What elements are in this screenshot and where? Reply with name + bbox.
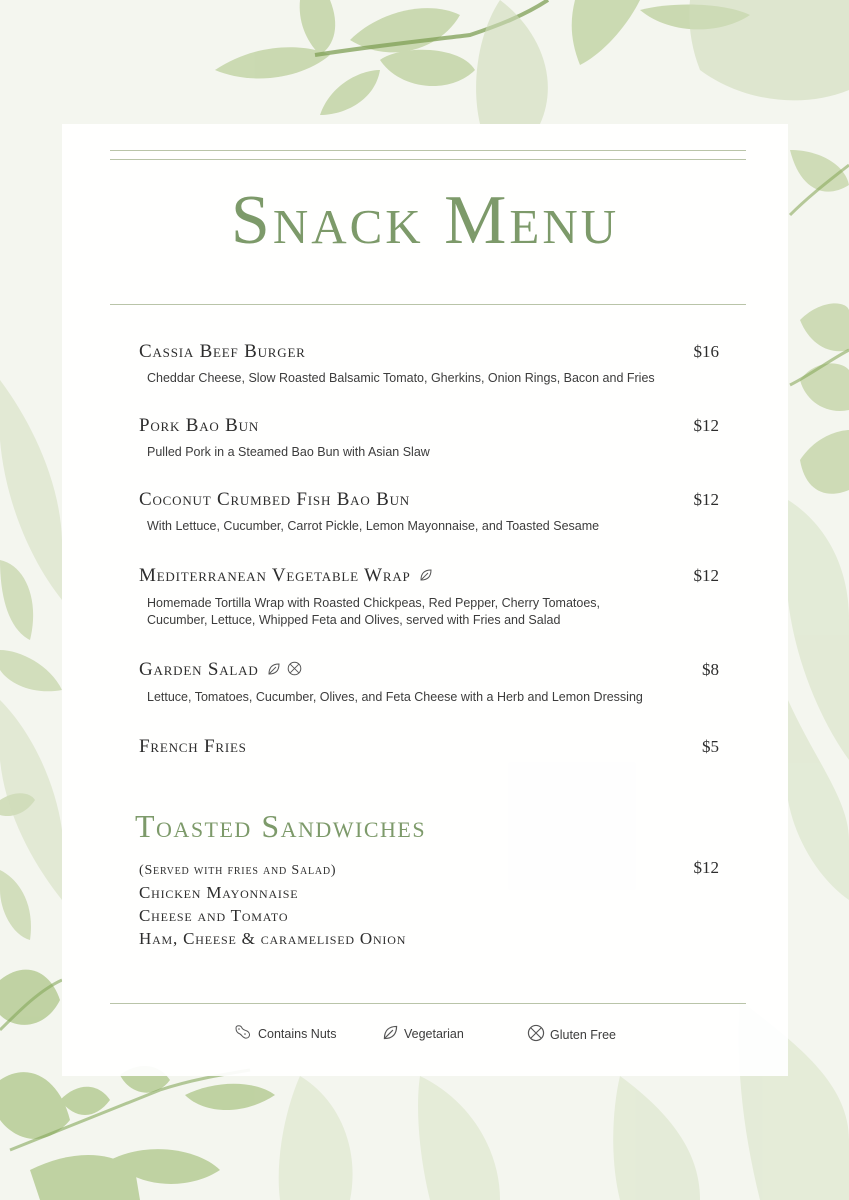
sandwich-item: Ham, Cheese & caramelised Onion [139,929,407,948]
vegetarian-icon [267,661,281,680]
menu-item [139,416,719,461]
menu-item [139,737,719,756]
item-description: With Lettuce, Cucumber, Carrot Pickle, Lemon Mayonnaise, and Toasted Sesame [147,519,600,533]
item-name: French Fries [139,736,247,757]
sandwich-price: $12 [693,858,719,877]
item-price: $12 [693,416,719,435]
sandwich-note: (Served with fries and Salad) [139,863,337,878]
menu-item [139,566,719,629]
legend-label: Gluten Free [550,1027,617,1042]
menu-item [139,660,719,706]
page-title: Snack Menu [230,182,620,259]
nuts-icon [233,1024,253,1043]
item-price: $5 [702,737,719,756]
item-name-row [139,566,719,586]
legend-nuts [233,1024,337,1043]
vegetarian-icon [419,567,433,586]
sandwich-list [139,860,719,950]
menu-item [139,490,719,535]
item-description: Cheddar Cheese, Slow Roasted Balsamic Tomato, Gherkins, Onion Rings, Bacon and Fries [147,371,655,385]
item-name-row [139,660,719,680]
item-name: Cassia Beef Burger [139,341,306,362]
top-rule-1 [110,150,746,151]
top-rule-2 [110,159,746,160]
item-description: Pulled Pork in a Steamed Bao Bun with Asian Slaw [147,445,430,459]
legend-label: Vegetarian [404,1027,464,1041]
item-name: Pork Bao Bun [139,415,260,436]
footer-divider [110,1003,746,1004]
item-description-line: Cucumber, Lettuce, Whipped Feta and Olives, served with Fries and Salad [147,613,561,628]
section-title: Toasted Sandwiches [135,808,427,844]
title-divider [110,304,746,305]
gluten-free-icon [287,661,302,680]
sandwich-item: Cheese and Tomato [139,906,289,925]
gluten-free-icon [527,1024,545,1045]
legend-label: Contains Nuts [258,1026,337,1041]
sandwich-item: Chicken Mayonnaise [139,883,299,902]
item-name: Mediterranean Vegetable Wrap [139,565,411,586]
item-name: Garden Salad [139,659,259,680]
item-description: Lettuce, Tomatoes, Cucumber, Olives, and Feta Cheese with a Herb and Lemon Dressing [147,690,643,705]
vegetarian-icon [382,1024,399,1044]
item-name: Coconut Crumbed Fish Bao Bun [139,489,410,510]
item-description-line: Homemade Tortilla Wrap with Roasted Chickpeas, Red Pepper, Cherry Tomatoes, [147,596,600,611]
legend-vegetarian [382,1024,464,1044]
item-price: $16 [693,342,719,361]
menu-item [139,342,719,387]
item-price: $12 [693,490,719,509]
item-price: $12 [693,566,719,585]
item-price: $8 [702,660,719,679]
item-description [147,595,719,629]
legend-gluten-free [527,1024,616,1045]
